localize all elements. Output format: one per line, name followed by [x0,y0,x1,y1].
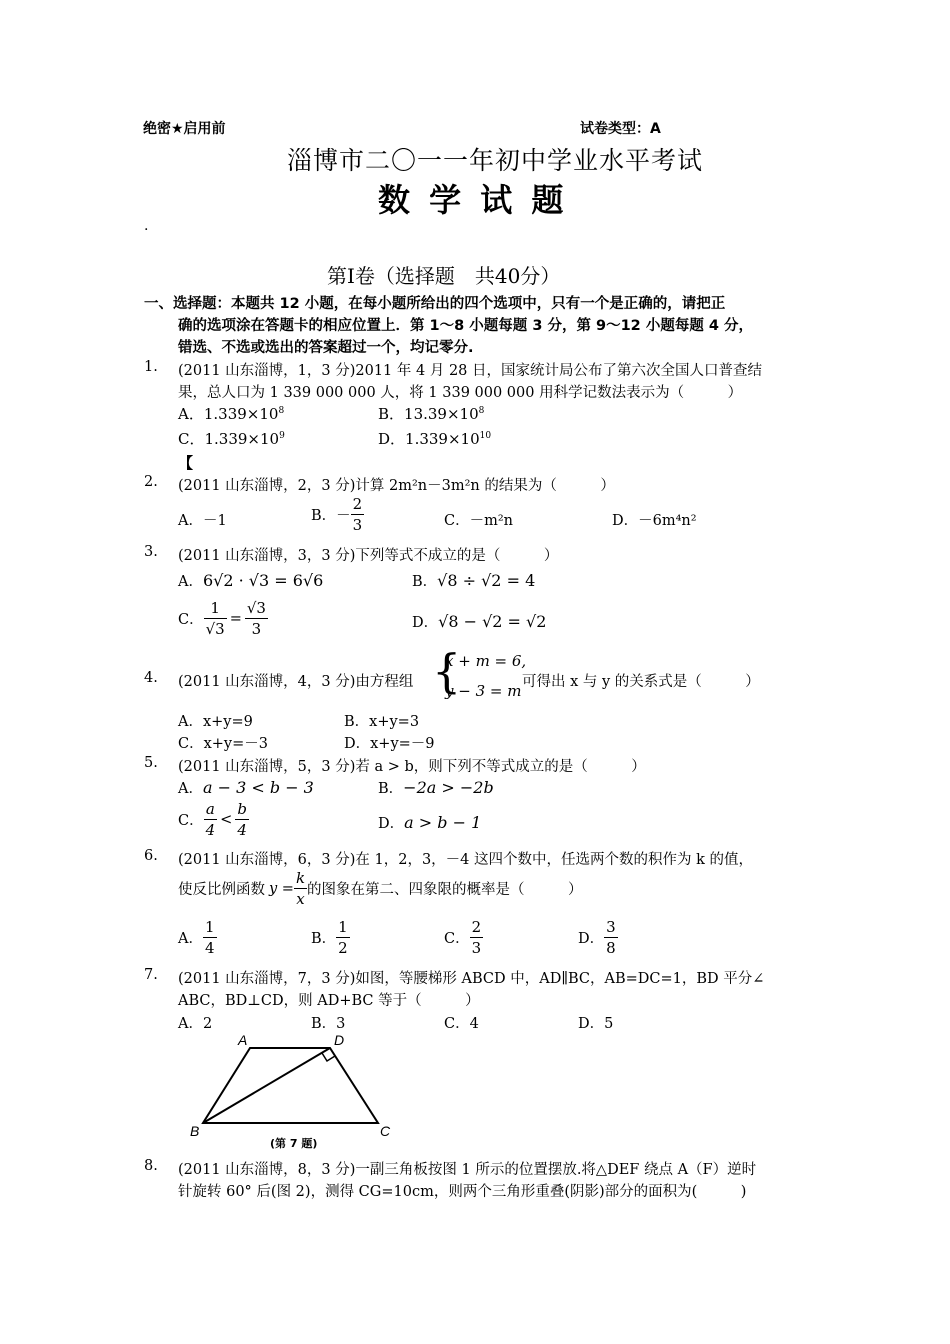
q1-stem-line-1: (2011 山东淄博，1，3 分)2011 年 4 月 28 日，国家统计局公布了第六次全国人口普查结 [178,363,763,379]
trapezoid-outline [203,1048,378,1123]
q5-option-c: C． $\frac{a}{4}$ < $\frac{b}{4}$ [178,800,247,839]
q2-number: 2. [144,474,158,490]
q7-trapezoid-figure [186,1030,402,1152]
q3-number: 3. [144,544,158,560]
q4-option-c: C．x+y=－3 [178,736,268,752]
q4-option-a: A．x+y=9 [178,714,253,730]
q3-option-a: A．6√2 · √3 = 6√6 [178,571,324,590]
q2-option-c: C．－m²n [444,513,513,529]
q1-option-c: C．$1.339\times 10^9$ [178,430,285,448]
q1-option-b: B．$13.39\times 10^8$ [378,405,485,423]
stray-dot: . [144,218,149,234]
q5-stem: (2011 山东淄博，5，3 分)若 a > b，则下列不等式成立的是（ ） [178,759,646,775]
instruction-line-1: 一、选择题：本题共 12 小题，在每小题所给出的四个选项中，只有一个是正确的，请把正 [144,296,726,312]
q7-option-b: B．3 [311,1016,346,1032]
q7-option-c: C．4 [444,1016,479,1032]
subject-title: 数 学 试 题 [378,181,568,219]
fig-label-a: A [238,1032,248,1048]
q6-option-b: B． $\frac{1}{2}$ [311,918,348,957]
q7-number: 7. [144,967,158,983]
q1-option-a: A．$1.339\times 10^8$ [178,405,285,423]
q7-stem-line-2: ABC，BD⊥CD，则 AD+BC 等于（ ） [178,993,480,1009]
q2-stem: (2011 山东淄博，2，3 分)计算 2m²n－3m²n 的结果为（ ） [178,478,615,494]
q4-equation-2: y − 3 = m [445,682,522,700]
fig-caption: (第 7 题) [270,1137,318,1150]
q6-option-c: C． $\frac{2}{3}$ [444,918,482,957]
fig-label-d: D [334,1032,345,1048]
q1-option-d: D．$1.339\times 10^{10}$ [378,430,492,448]
q2-option-b: B．－ $\frac{2}{3}$ [311,495,363,534]
q8-stem-line-2: 针旋转 60° 后(图 2)，测得 CG=10cm，则两个三角形重叠(阴影)部分的面积为( ) [178,1184,747,1200]
q3-stem: (2011 山东淄博，3，3 分)下列等式不成立的是（ ） [178,548,559,564]
q4-system-brace: { [432,644,462,698]
instruction-line-2: 确的选项涂在答题卡的相应位置上．第 1～8 小题每题 3 分，第 9～12 小题每题 4 分， [178,318,754,334]
q7-option-d: D．5 [578,1016,614,1032]
q6-option-d: D． $\frac{3}{8}$ [578,918,616,957]
q3-option-b: B．√8 ÷ √2 = 4 [412,571,536,590]
exam-title: 淄博市二〇一一年初中学业水平考试 [287,146,704,175]
q4-stem-post: 可得出 x 与 y 的关系式是（ ） [522,674,760,690]
q2-option-d: D．－6m⁴n² [612,513,697,529]
q8-stem-line-1: (2011 山东淄博，8，3 分)一副三角板按图 1 所示的位置摆放.将△DEF 绕点 A（F）逆时 [178,1162,757,1178]
q6-stem-line-1: (2011 山东淄博，6，3 分)在 1，2，3，－4 这四个数中，任选两个数的积作为 k 的值， [178,852,754,868]
q5-option-b: B．−2a > −2b [378,778,494,797]
q4-option-d: D．x+y=－9 [344,736,435,752]
fig-label-b: B [190,1123,200,1139]
section-title: 第Ⅰ卷（选择题 共40分） [327,264,561,288]
secret-label: 绝密★启用前 [143,121,226,137]
q6-option-a: A． $\frac{1}{4}$ [178,918,215,957]
q3-option-d: D．√8 − √2 = √2 [412,612,547,631]
q4-option-b: B．x+y=3 [344,714,420,730]
q1-stem-line-2: 果，总人口为 1 339 000 000 人，将 1 339 000 000 用科学记数法表示为（ ） [178,385,743,401]
instruction-line-3: 错选、不选或选出的答案超过一个，均记零分. [178,340,474,356]
q7-option-a: A．2 [178,1016,213,1032]
q4-stem-pre: (2011 山东淄博，4，3 分)由方程组 [178,674,414,690]
diagonal-bd [203,1048,330,1123]
q2-option-a: A．－1 [178,513,227,529]
fig-label-c: C [380,1123,391,1139]
q8-number: 8. [144,1158,158,1174]
q6-number: 6. [144,848,158,864]
q7-stem-line-1: (2011 山东淄博，7，3 分)如图，等腰梯形 ABCD 中，AD∥BC，AB=DC=1，BD 平分∠ [178,971,765,987]
q3-option-c: C． $\frac{1}{√3}$ = $\frac{√3}{3}$ [178,599,266,638]
q4-number: 4. [144,670,158,686]
q6-stem-line-2: 使反比例函数 y = $\frac{k}{x}$ 的图象在第二、四象限的概率是（ ） [178,869,583,908]
q1-number: 1. [144,359,158,375]
q4-equation-1: x + m = 6, [445,652,527,670]
q1-bracket: 【 [178,454,194,472]
paper-type: 试卷类型：A [580,121,661,137]
q5-number: 5. [144,755,158,771]
q5-option-d: D．a > b − 1 [378,813,482,832]
q5-option-a: A．a − 3 < b − 3 [178,778,314,797]
